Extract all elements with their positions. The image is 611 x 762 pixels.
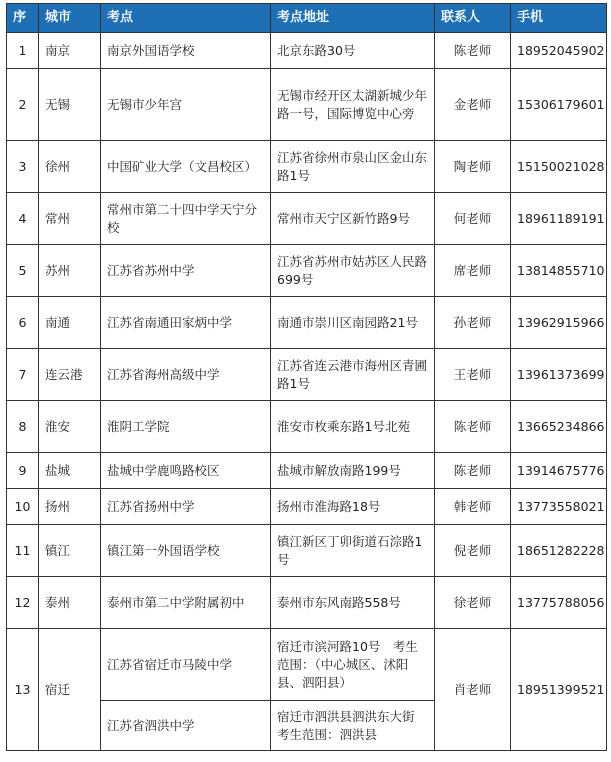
site-cell: 泰州市第二中学附属初中: [101, 577, 271, 629]
header-site: 考点: [101, 4, 271, 33]
city-cell: 盐城: [39, 453, 101, 489]
contact-cell: 孙老师: [435, 297, 511, 349]
address-cell: 江苏省徐州市泉山区金山东路1号: [271, 141, 435, 193]
header-phone: 手机: [511, 4, 607, 33]
city-cell: 镇江: [39, 525, 101, 577]
city-cell: 扬州: [39, 489, 101, 525]
phone-cell: 18961189191: [511, 193, 607, 245]
table-row: [7, 297, 607, 349]
header-city: 城市: [39, 4, 101, 33]
site-cell: 江苏省宿迁市马陵中学: [101, 629, 271, 701]
contact-cell: 肖老师: [435, 629, 511, 751]
contact-cell: 陈老师: [435, 453, 511, 489]
row-number: 8: [7, 401, 39, 453]
city-cell: 苏州: [39, 245, 101, 297]
address-cell: 盐城市解放南路199号: [271, 453, 435, 489]
address-cell: 江苏省连云港市海州区青圃路1号: [271, 349, 435, 401]
city-cell: 无锡: [39, 69, 101, 141]
row-number: 2: [7, 69, 39, 141]
contact-cell: 席老师: [435, 245, 511, 297]
phone-cell: 18951399521: [511, 629, 607, 751]
phone-cell: 13962915966: [511, 297, 607, 349]
contact-cell: 金老师: [435, 69, 511, 141]
row-number: 13: [7, 629, 39, 751]
contact-cell: 倪老师: [435, 525, 511, 577]
address-cell: 南通市崇川区南园路21号: [271, 297, 435, 349]
phone-cell: 15150021028: [511, 141, 607, 193]
city-cell: 徐州: [39, 141, 101, 193]
city-cell: 宿迁: [39, 629, 101, 751]
site-cell: 盐城中学鹿鸣路校区: [101, 453, 271, 489]
table-row: [7, 629, 607, 701]
table-row: [7, 577, 607, 629]
row-number: 1: [7, 33, 39, 69]
table-row: [7, 489, 607, 525]
header-address: 考点地址: [271, 4, 435, 33]
phone-cell: 18952045902: [511, 33, 607, 69]
address-cell: 江苏省苏州市姑苏区人民路699号: [271, 245, 435, 297]
city-cell: 南通: [39, 297, 101, 349]
address-cell: 常州市天宁区新竹路9号: [271, 193, 435, 245]
phone-cell: 13914675776: [511, 453, 607, 489]
address-cell: 泰州市东风南路558号: [271, 577, 435, 629]
header-contact: 联系人: [435, 4, 511, 33]
row-number: 4: [7, 193, 39, 245]
exam-sites-table: [6, 3, 607, 751]
site-cell: 淮阴工学院: [101, 401, 271, 453]
table-row: [7, 525, 607, 577]
row-number: 6: [7, 297, 39, 349]
city-cell: 连云港: [39, 349, 101, 401]
phone-cell: 13961373699: [511, 349, 607, 401]
row-number: 12: [7, 577, 39, 629]
address-cell: 镇江新区丁卯街道石淙路1号: [271, 525, 435, 577]
city-cell: 常州: [39, 193, 101, 245]
address-cell: 宿迁市滨河路10号 考生范围：（中心城区、沭阳县、泗阳县）: [271, 629, 435, 701]
phone-cell: 13665234866: [511, 401, 607, 453]
contact-cell: 徐老师: [435, 577, 511, 629]
site-cell: 江苏省扬州中学: [101, 489, 271, 525]
address-cell: 宿迁市泗洪县泗洪东大街 考生范围：泗洪县: [271, 701, 435, 751]
row-number: 11: [7, 525, 39, 577]
table-row: [7, 69, 607, 141]
city-cell: 淮安: [39, 401, 101, 453]
contact-cell: 陈老师: [435, 401, 511, 453]
phone-cell: 13814855710: [511, 245, 607, 297]
site-cell: 江苏省苏州中学: [101, 245, 271, 297]
city-cell: 泰州: [39, 577, 101, 629]
table-row: [7, 401, 607, 453]
row-number: 3: [7, 141, 39, 193]
table-row: [7, 193, 607, 245]
phone-cell: 13773558021: [511, 489, 607, 525]
contact-cell: 韩老师: [435, 489, 511, 525]
phone-cell: 13775788056: [511, 577, 607, 629]
city-cell: 南京: [39, 33, 101, 69]
address-cell: 淮安市枚乘东路1号北苑: [271, 401, 435, 453]
phone-cell: 15306179601: [511, 69, 607, 141]
site-cell: 江苏省泗洪中学: [101, 701, 271, 751]
site-cell: 江苏省南通田家炳中学: [101, 297, 271, 349]
site-cell: 常州市第二十四中学天宁分校: [101, 193, 271, 245]
row-number: 5: [7, 245, 39, 297]
table-row: [7, 349, 607, 401]
address-cell: 扬州市淮海路18号: [271, 489, 435, 525]
contact-cell: 陶老师: [435, 141, 511, 193]
site-cell: 无锡市少年宫: [101, 69, 271, 141]
row-number: 7: [7, 349, 39, 401]
address-cell: 无锡市经开区太湖新城少年路一号，国际博览中心旁: [271, 69, 435, 141]
table-row: [7, 141, 607, 193]
table-row: [7, 33, 607, 69]
row-number: 9: [7, 453, 39, 489]
site-cell: 南京外国语学校: [101, 33, 271, 69]
site-cell: 江苏省海州高级中学: [101, 349, 271, 401]
table-row: [7, 245, 607, 297]
contact-cell: 王老师: [435, 349, 511, 401]
site-cell: 中国矿业大学（文昌校区）: [101, 141, 271, 193]
phone-cell: 18651282228: [511, 525, 607, 577]
table-row: [7, 453, 607, 489]
site-cell: 镇江第一外国语学校: [101, 525, 271, 577]
contact-cell: 陈老师: [435, 33, 511, 69]
header-no: 序: [7, 4, 39, 33]
contact-cell: 何老师: [435, 193, 511, 245]
row-number: 10: [7, 489, 39, 525]
address-cell: 北京东路30号: [271, 33, 435, 69]
table-header-row: [7, 4, 607, 33]
